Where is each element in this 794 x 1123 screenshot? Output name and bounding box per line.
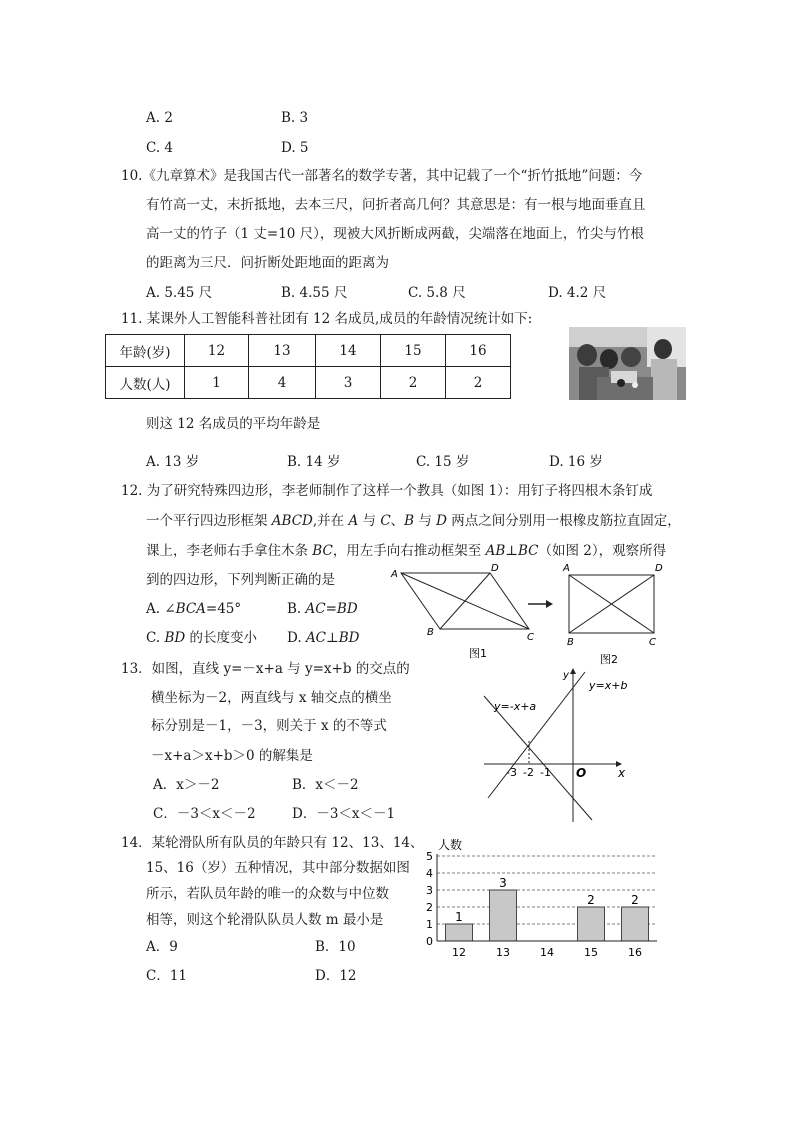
- fig2-label-c: C: [649, 637, 656, 648]
- q10-stem-line4: 的距离为三尺．问折断处距地面的距离为: [146, 255, 389, 271]
- label-line1: y=-x+a: [494, 700, 537, 713]
- table-cell: 12: [185, 335, 249, 367]
- fig1-label-b: B: [427, 627, 434, 638]
- y-axis-label: y: [563, 670, 569, 681]
- q14-option-c: C．11: [146, 968, 188, 984]
- q11-option-b: B. 14 岁: [287, 454, 341, 470]
- table-cell: 16: [446, 335, 511, 367]
- chart-data-label: 2: [631, 893, 639, 907]
- q11-option-c: C. 15 岁: [416, 454, 470, 470]
- q13-option-c: C．－3＜x＜－2: [153, 806, 256, 822]
- table-cell: 2: [446, 367, 511, 399]
- chart-x-tick-label: 14: [540, 946, 554, 959]
- q12-stem-line2: 一个平行四边形框架 ABCD,并在 A 与 C、B 与 D 两点之间分别用一根橡皮筋拉直固定，: [146, 513, 681, 529]
- chart-y-tick-label: 5: [426, 850, 433, 863]
- q13-option-a: A．x＞－2: [153, 777, 220, 793]
- chart-y-tick-label: 0: [426, 935, 433, 948]
- q14-stem-line2: 15、16（岁）五种情况，其中部分数据如图: [146, 860, 410, 876]
- q12-option-b: B. AC=BD: [287, 601, 358, 617]
- q12-stem-line3: 课上，李老师右手拿住木条 BC，用左手向右推动框架至 AB⊥BC（如图 2），观察所得: [146, 543, 667, 559]
- fig2-label-a: A: [563, 563, 570, 574]
- q12-option-c: C. BD 的长度变小: [146, 630, 257, 646]
- q14-stem-line4: 相等，则这个轮滑队队员人数 m 最小是: [146, 912, 384, 928]
- fig1-label-a: A: [391, 569, 398, 580]
- q12-option-a: A. ∠BCA=45°: [146, 601, 242, 617]
- q9-option-b: B. 3: [281, 110, 309, 126]
- tick-label: -2: [523, 766, 534, 779]
- fig2-caption: 图2: [600, 653, 618, 666]
- q12-figures: [385, 560, 675, 670]
- q11-option-a: A. 13 岁: [146, 454, 200, 470]
- q12-figure-2: [562, 563, 663, 666]
- q9-option-d: D. 5: [281, 140, 309, 156]
- fig1-caption: 图1: [469, 647, 487, 660]
- chart-x-tick-label: 16: [628, 946, 642, 959]
- q10-option-d: D. 4.2 尺: [548, 285, 607, 301]
- y-axis-arrow-icon: [570, 668, 576, 674]
- table-cell: 15: [381, 335, 446, 367]
- table-row: [106, 367, 511, 399]
- q12-stem-line4: 到的四边形，下列判断正确的是: [146, 572, 335, 588]
- q10-option-a: A. 5.45 尺: [146, 285, 213, 301]
- q13-option-d: D．－3＜x＜－1: [292, 806, 396, 822]
- table-cell: 4: [249, 367, 316, 399]
- chart-y-tick-label: 4: [426, 867, 433, 880]
- table-header-cell: 人数(人): [106, 367, 185, 399]
- chart-bar: [578, 907, 605, 941]
- q11-option-d: D. 16 岁: [549, 454, 603, 470]
- tick-label: -1: [540, 766, 551, 779]
- q14-stem-line1: 14．某轮滑队所有队员的年龄只有 12、13、14、: [121, 835, 424, 851]
- q13-stem-line2: 横坐标为－2，两直线与 x 轴交点的横坐: [151, 690, 392, 706]
- q12-option-d: D. AC⊥BD: [287, 630, 360, 646]
- q9-option-a: A. 2: [146, 110, 173, 126]
- chart-data-label: 3: [499, 876, 507, 890]
- chart-bar: [446, 924, 473, 941]
- tick-label: -3: [506, 766, 517, 779]
- q11-club-photo: [569, 327, 686, 400]
- chart-bar: [622, 907, 649, 941]
- q11-age-table: [105, 334, 511, 399]
- chart-x-tick-label: 15: [584, 946, 598, 959]
- q14-option-a: A．9: [146, 939, 178, 955]
- table-cell: 2: [381, 367, 446, 399]
- table-header-cell: 年龄(岁): [106, 335, 185, 367]
- table-cell: 13: [249, 335, 316, 367]
- chart-y-tick-label: 3: [426, 884, 433, 897]
- q13-stem-line1: 13．如图，直线 y=－x+a 与 y=x+b 的交点的: [121, 661, 410, 677]
- label-line2: y=x+b: [589, 679, 628, 692]
- q9-option-c: C. 4: [146, 140, 174, 156]
- q13-option-b: B．x＜－2: [292, 777, 359, 793]
- q14-option-d: D．12: [315, 968, 357, 984]
- q12-stem-line1: 12. 为了研究特殊四边形，李老师制作了这样一个教具（如图 1）：用钉子将四根木条钉成: [121, 483, 653, 499]
- chart-data-label: 1: [455, 910, 463, 924]
- q10-stem-line3: 高一丈的竹子（1 丈=10 尺），现被大风折断成两截，尖端落在地面上，竹尖与竹根: [146, 226, 644, 242]
- q14-bar-chart: [420, 834, 670, 959]
- table-row: [106, 335, 511, 367]
- chart-y-tick-label: 2: [426, 901, 433, 914]
- q14-option-b: B．10: [315, 939, 356, 955]
- q13-graph: [470, 662, 640, 824]
- line-y-neg-x-plus-a: [484, 696, 592, 820]
- fig2-label-b: B: [567, 637, 574, 648]
- chart-bar: [490, 890, 517, 941]
- fig2-label-d: D: [655, 563, 663, 574]
- fig1-label-d: D: [491, 563, 499, 574]
- chart-x-tick-label: 12: [452, 946, 466, 959]
- x-axis-label: x: [618, 766, 626, 780]
- chart-x-tick-label: 13: [496, 946, 510, 959]
- q13-stem-line3: 标分别是－1，－3，则关于 x 的不等式: [151, 718, 387, 734]
- table-cell: 3: [316, 367, 381, 399]
- chart-y-axis-title: 人数: [438, 838, 463, 852]
- table-cell: 1: [185, 367, 249, 399]
- origin-label: O: [576, 766, 587, 780]
- q11-question: 则这 12 名成员的平均年龄是: [146, 416, 321, 432]
- q10-stem-line2: 有竹高一丈，末折抵地，去本三尺，问折者高几何？其意思是：有一根与地面垂直且: [146, 197, 646, 213]
- chart-y-tick-label: 1: [426, 918, 433, 931]
- q10-option-b: B. 4.55 尺: [281, 285, 348, 301]
- table-cell: 14: [316, 335, 381, 367]
- fig1-label-c: C: [527, 632, 534, 643]
- q10-option-c: C. 5.8 尺: [408, 285, 466, 301]
- chart-data-label: 2: [587, 893, 595, 907]
- q12-figure-1: [390, 563, 534, 660]
- q11-stem: 11. 某课外人工智能科普社团有 12 名成员,成员的年龄情况统计如下:: [121, 311, 533, 327]
- push-arrow-icon: [528, 600, 553, 608]
- q14-stem-line3: 所示，若队员年龄的唯一的众数与中位数: [146, 886, 389, 902]
- q10-stem-line1: 10.《九章算术》是我国古代一部著名的数学专著，其中记载了一个“折竹抵地”问题：今: [121, 168, 643, 184]
- q13-stem-line4: －x+a＞x+b＞0 的解集是: [151, 748, 313, 764]
- line-y-x-plus-b: [488, 672, 585, 798]
